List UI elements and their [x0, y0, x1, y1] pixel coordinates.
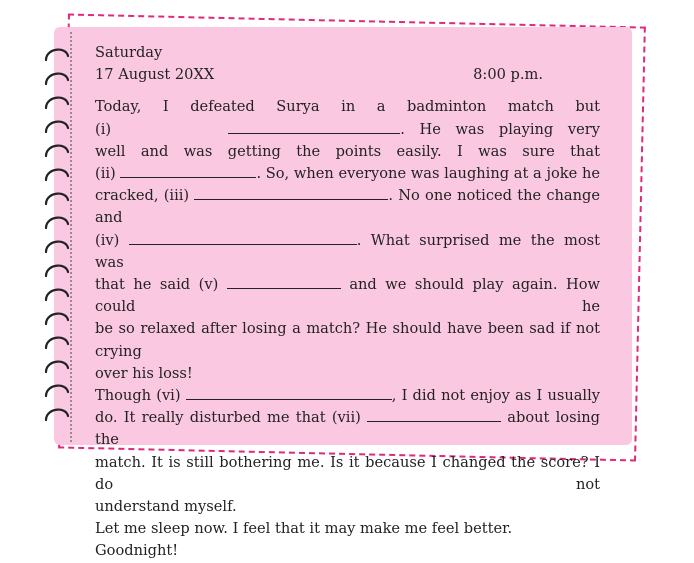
spiral-binding-icon [38, 40, 78, 440]
blank-vi[interactable] [186, 385, 392, 400]
blank-i[interactable] [228, 119, 400, 134]
blank-v[interactable] [227, 274, 341, 289]
blank-ii[interactable] [120, 163, 256, 178]
entry-day: Saturday [95, 44, 163, 61]
margin-line [70, 32, 72, 442]
entry-date-row [95, 64, 600, 86]
text-line-blank-iii: cracked, (iii) . No one noticed the change and [95, 187, 601, 227]
text-line: well and was getting the points easily. I was sure that [95, 142, 600, 160]
entry-time: 8:00 p.m. [473, 66, 543, 84]
text-line-blank-v: that he said (v) and we should play again. How could he [95, 276, 600, 316]
text-line-blank-ii: (ii) . So, when everyone was laughing at a joke he [95, 165, 600, 183]
blank-iv[interactable] [129, 230, 357, 245]
text-line-blank-vii: do. It really disturbed me that (vii) about losing the [95, 409, 600, 449]
blank-iii[interactable] [194, 185, 388, 200]
text-line: be so relaxed after losing a match? He should have been sad if not crying [95, 320, 600, 360]
text-line: understand myself. [95, 498, 237, 516]
text-line-blank-vi: Though (vi) , I did not enjoy as I usually [95, 387, 601, 405]
text-line: match. It is still bothering me. Is it because I changed the score? I do not [95, 453, 600, 493]
text-line: Let me sleep now. I feel that it may make me feel better. [95, 520, 513, 538]
text-line-blank-i: (i) . He was playing very [95, 120, 600, 138]
entry-date: 17 August 20XX [95, 66, 215, 84]
blank-vii[interactable] [367, 407, 501, 422]
diary-entry [95, 42, 600, 563]
text-line: Goodnight! [95, 542, 179, 560]
text-line: Today, I defeated Surya in a badminton match but [95, 98, 600, 116]
text-line-blank-iv: (iv) . What surprised me the most was [95, 231, 600, 271]
text-line: over his loss! [95, 364, 193, 382]
